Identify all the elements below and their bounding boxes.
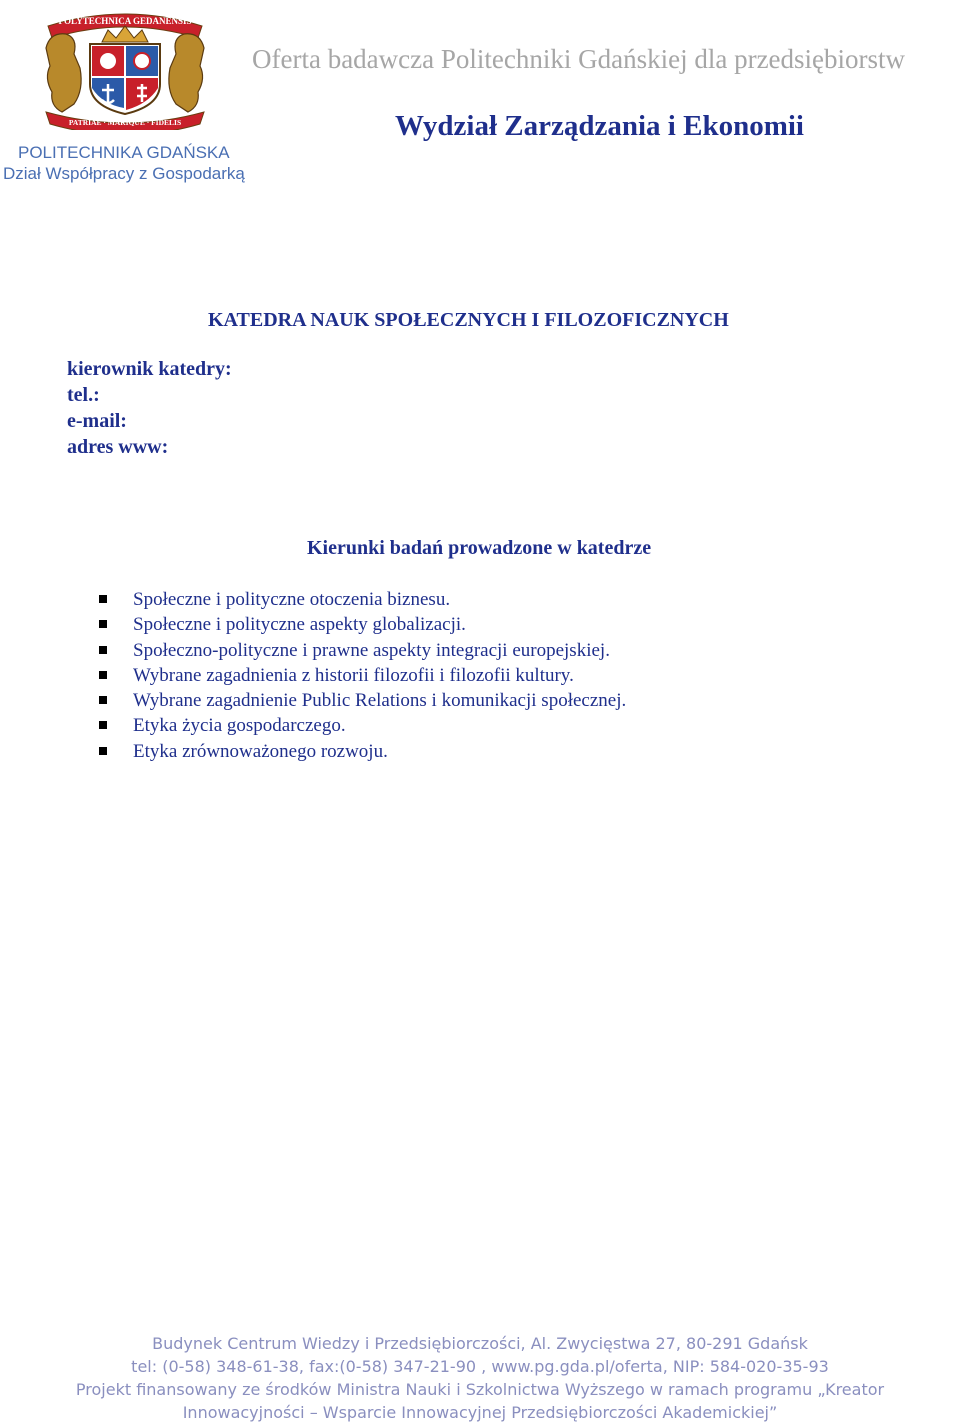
square-bullet-icon xyxy=(99,696,107,704)
university-crest-logo xyxy=(40,8,210,130)
list-item xyxy=(99,587,626,612)
svg-text:PATRIAE · MARIQUE · FIDELIS: PATRIAE · MARIQUE · FIDELIS xyxy=(68,118,182,127)
square-bullet-icon xyxy=(99,721,107,729)
list-item-text: Wybrane zagadnienia z historii filozofii i filozofii kultury. xyxy=(133,664,574,686)
list-item xyxy=(99,638,626,663)
square-bullet-icon xyxy=(99,671,107,679)
faculty-name: Wydział Zarządzania i Ekonomii xyxy=(395,110,804,142)
footer-funding-line2: Innowacyjności – Wsparcie Innowacyjnej Przedsiębiorczości Akademickiej” xyxy=(182,1403,778,1422)
list-item-text: Etyka życia gospodarczego. xyxy=(133,715,346,737)
department-name: KATEDRA NAUK SPOŁECZNYCH I FILOZOFICZNYCH xyxy=(208,309,729,331)
research-directions-list xyxy=(99,587,626,764)
footer-funding-line1: Projekt finansowany ze środków Ministra Nauki i Szkolnictwa Wyższego w ramach programu „Kreator xyxy=(75,1380,885,1399)
list-item-text: Społeczno-polityczne i prawne aspekty integracji europejskiej. xyxy=(133,639,610,661)
label-department-head: kierownik katedry: xyxy=(67,358,232,380)
list-item-text: Społeczne i polityczne otoczenia biznesu. xyxy=(133,589,451,610)
research-directions-title: Kierunki badań prowadzone w katedrze xyxy=(307,537,652,559)
offer-title: Oferta badawcza Politechniki Gdańskiej dla przedsiębiorstw xyxy=(252,44,906,74)
label-phone: tel.: xyxy=(67,384,100,406)
svg-text:POLYTECHNICA GEDANENSIS: POLYTECHNICA GEDANENSIS xyxy=(58,16,192,26)
footer-address: Budynek Centrum Wiedzy i Przedsiębiorczości, Al. Zwycięstwa 27, 80-291 Gdańsk xyxy=(152,1334,808,1353)
unit-name-line2: Dział Współpracy z Gospodarką xyxy=(3,164,245,183)
list-item xyxy=(99,612,626,637)
unit-name-line1: POLITECHNIKA GDAŃSKA xyxy=(18,143,230,162)
list-item xyxy=(99,713,626,738)
list-item-text: Etyka zrównoważonego rozwoju. xyxy=(133,740,388,762)
list-item xyxy=(99,739,626,764)
square-bullet-icon xyxy=(99,595,107,603)
label-email: e-mail: xyxy=(67,410,127,432)
list-item-text: Społeczne i polityczne aspekty globalizacji. xyxy=(133,614,466,636)
label-website: adres www: xyxy=(67,436,169,458)
footer-contact: tel: (0-58) 348-61-38, fax:(0-58) 347-21-90 , www.pg.gda.pl/oferta, NIP: 584-020-35-93 xyxy=(131,1357,829,1376)
square-bullet-icon xyxy=(99,620,107,628)
list-item xyxy=(99,688,626,713)
square-bullet-icon xyxy=(99,646,107,654)
list-item xyxy=(99,663,626,688)
list-item-text: Wybrane zagadnienie Public Relations i komunikacji społecznej. xyxy=(133,690,627,712)
square-bullet-icon xyxy=(99,747,107,755)
